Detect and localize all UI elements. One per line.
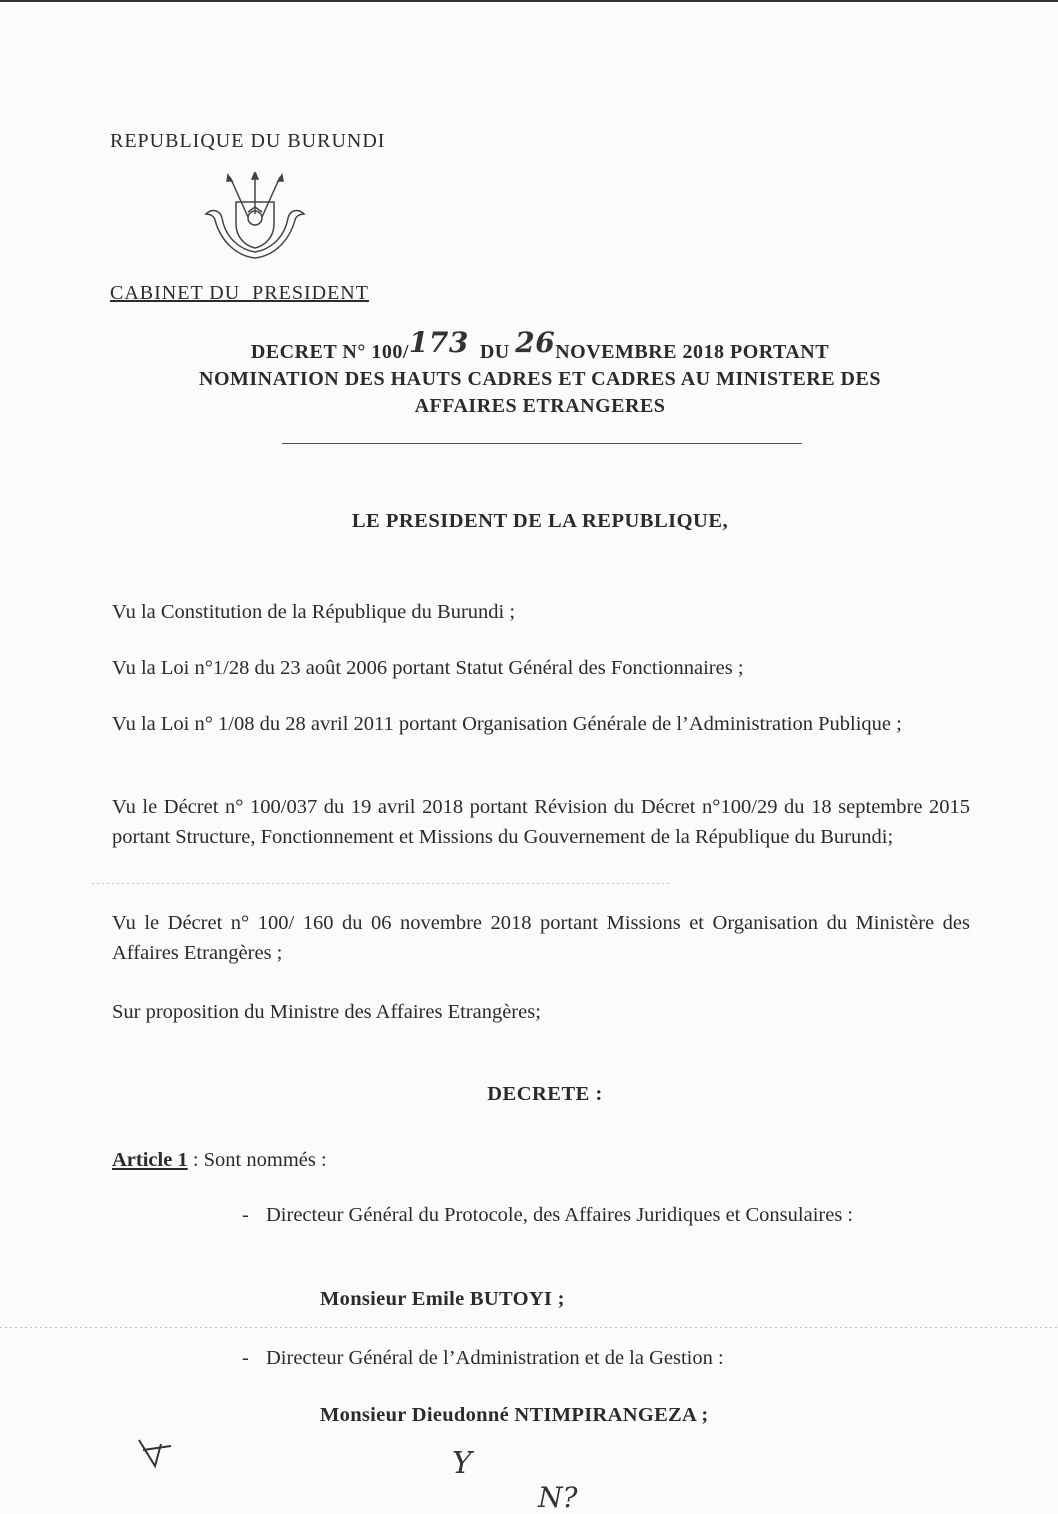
scan-artifact-line [0,1327,1058,1328]
cabinet-name: CABINET DU PRESIDENT [110,282,369,304]
handwritten-initials-mid: Y [452,1446,472,1481]
appointment-position [242,1343,972,1373]
vu-loi-1-08: Vu la Loi n° 1/08 du 28 avril 2011 portant Organisation Générale de l’Administration Publique ; [112,713,902,735]
position-label: Directeur Général du Protocole, des Affaires Juridiques et Consulaires : [266,1204,854,1226]
vu-constitution: Vu la Constitution de la République du Burundi ; [112,601,516,623]
list-dash: - [242,1204,249,1226]
handwritten-initials-left [135,1436,179,1476]
proposal-line: Sur proposition du Ministre des Affaires Etrangères; [112,1001,541,1023]
decree-title-line3: AFFAIRES ETRANGERES [414,395,666,417]
country-name: REPUBLIQUE DU BURUNDI [110,130,386,152]
article-1 [112,1145,970,1175]
decree-day-handwritten: 26 [515,326,556,359]
decree-title-line2: NOMINATION DES HAUTS CADRES ET CADRES AU MINISTERE DES [199,368,881,390]
appointee-name: Monsieur Emile BUTOYI ; [320,1288,565,1310]
decree-title-line1 [100,326,980,366]
decree-du: DU [479,341,510,363]
vu-decret-100-037: Vu le Décret n° 100/037 du 19 avril 2018 portant Révision du Décret n°100/29 du 18 septembre 2015 portant Structure, Fonctionnement et Missions du Gouvernement de la République du Burundi; [112,796,970,848]
decree-number-prefix: DECRET N° 100/ [250,341,409,363]
vu-decret-100-160: Vu le Décret n° 100/ 160 du 06 novembre 2018 portant Missions et Organisation du Ministère des Affaires Etrangères ; [112,912,970,964]
decree-date-suffix: NOVEMBRE 2018 PORTANT [555,341,830,363]
decree-number-handwritten: 173 [408,326,469,359]
coat-of-arms-icon [200,172,310,262]
president-heading: LE PRESIDENT DE LA REPUBLIQUE, [351,510,729,532]
vu-loi-1-28: Vu la Loi n°1/28 du 23 août 2006 portant Statut Général des Fonctionnaires ; [112,657,744,679]
article-1-label: Article 1 [112,1149,188,1171]
top-edge-mark [0,0,1058,2]
decree-title [100,326,980,420]
position-label: Directeur Général de l’Administration et de la Gestion : [266,1347,724,1369]
handwritten-initials-right: N? [538,1481,578,1514]
appointee-name: Monsieur Dieudonné NTIMPIRANGEZA ; [320,1404,709,1426]
scan-artifact-line [92,883,672,884]
decrete-heading: DECRETE : [487,1083,603,1105]
title-separator [282,443,802,444]
article-1-text: : Sont nommés : [187,1149,327,1171]
appointment-position [242,1200,972,1230]
list-dash: - [242,1347,249,1369]
